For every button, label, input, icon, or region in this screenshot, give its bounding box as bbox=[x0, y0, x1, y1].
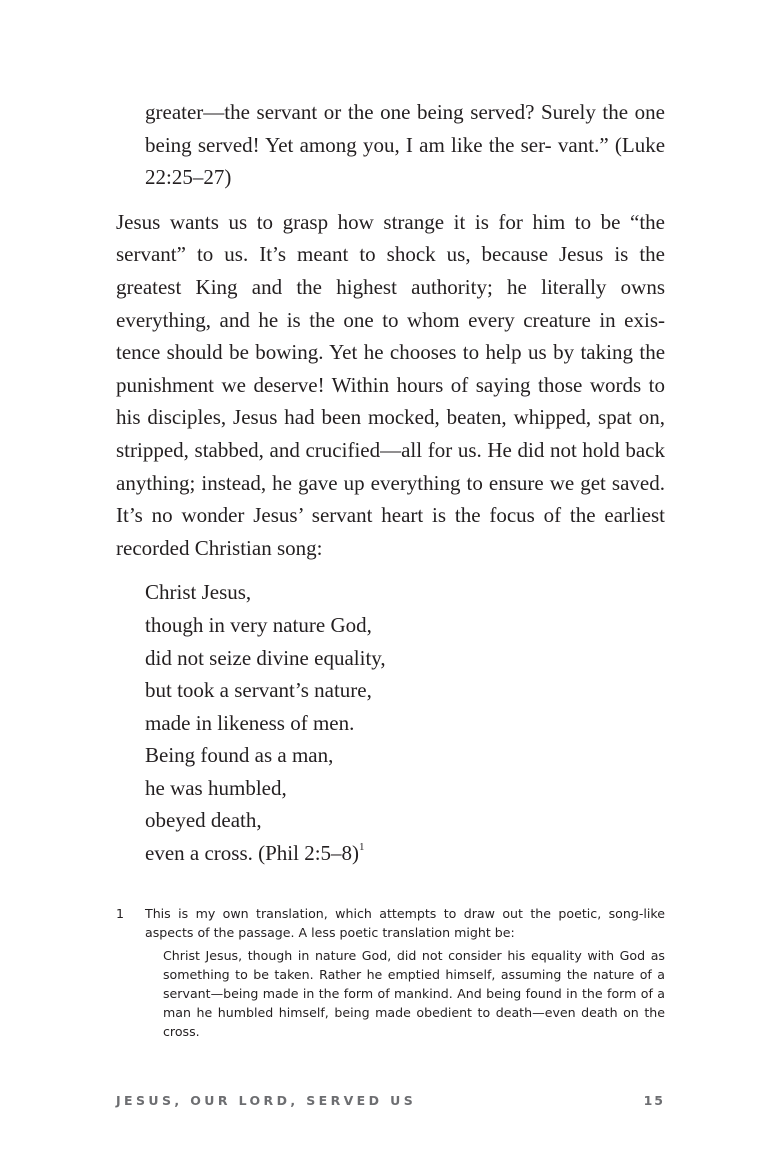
poem-line: Christ Jesus, bbox=[145, 580, 252, 605]
poem-line: obeyed death, bbox=[145, 808, 262, 833]
quote-text bbox=[145, 96, 665, 194]
footnote-marker[interactable]: 1 bbox=[359, 841, 365, 854]
footnote-block-quote: Christ Jesus, though in nature God, did not consider his equality with God as something to be taken. Rather he emptied himself, assuming the nature of a servant—being made in the form of mankind. And being found in the form of a man he humbled himself, being made obedient to death—even death on the cross. bbox=[163, 948, 665, 1039]
body-line: to ensure we get saved. It’s no wonder Jesus’ servant heart is bbox=[116, 470, 665, 528]
poem-line: but took a servant’s nature, bbox=[145, 678, 372, 703]
running-footer bbox=[116, 1093, 665, 1108]
poem-line: though in very nature God, bbox=[145, 612, 372, 637]
body-line: whipped, spat on, stripped, stabbed, and crucified—all for us. bbox=[116, 405, 665, 462]
quote-line: the one being served! Yet among you, I am like the ser- bbox=[145, 100, 665, 157]
body-line: words to his disciples, Jesus had been mocked, beaten, bbox=[116, 372, 666, 430]
block-quote bbox=[116, 96, 665, 194]
footnote-text: This is my own translation, which attempts to draw out the poetic, song-like aspects of the passage. A less poetic translation might be: bbox=[145, 906, 665, 940]
page-number: 15 bbox=[643, 1093, 665, 1108]
page-body bbox=[116, 96, 665, 870]
body-line: the punishment we deserve! Within hours of saying those bbox=[116, 340, 666, 397]
poem-line: Being found as a man, bbox=[145, 743, 334, 768]
footnote-row bbox=[116, 905, 665, 942]
body-line: the focus of the earliest recorded Christian song: bbox=[116, 503, 666, 560]
poem bbox=[116, 576, 665, 869]
poem-line: he was humbled, bbox=[145, 775, 287, 800]
body-line: greatest King and the highest authority; he literally owns bbox=[116, 274, 665, 299]
body-line: Jesus wants us to grasp how strange it is for him to be “the bbox=[116, 209, 665, 234]
body-line: everything, and he is the one to whom every creature in exis- bbox=[116, 307, 665, 332]
body-line: He did not hold back anything; instead, he gave up everything bbox=[116, 437, 665, 495]
poem-line-text: even a cross. (Phil 2:5–8) bbox=[145, 841, 360, 866]
poem-line-last bbox=[145, 837, 665, 870]
footnote-number: 1 bbox=[116, 906, 125, 921]
footnote bbox=[116, 905, 665, 1041]
body-line: tence should be bowing. Yet he chooses to help us by taking bbox=[116, 340, 633, 365]
quote-line: vant.” (Luke 22:25–27) bbox=[145, 132, 666, 190]
poem-line: made in likeness of men. bbox=[145, 710, 355, 735]
quote-line: greater—the servant or the one being served? Surely bbox=[145, 100, 596, 124]
running-title: JESUS, OUR LORD, SERVED US bbox=[116, 1093, 417, 1108]
body-line: servant” to us. It’s meant to shock us, because Jesus is the bbox=[116, 242, 665, 267]
poem-line: did not seize divine equality, bbox=[145, 645, 386, 670]
body-paragraph bbox=[116, 206, 665, 565]
